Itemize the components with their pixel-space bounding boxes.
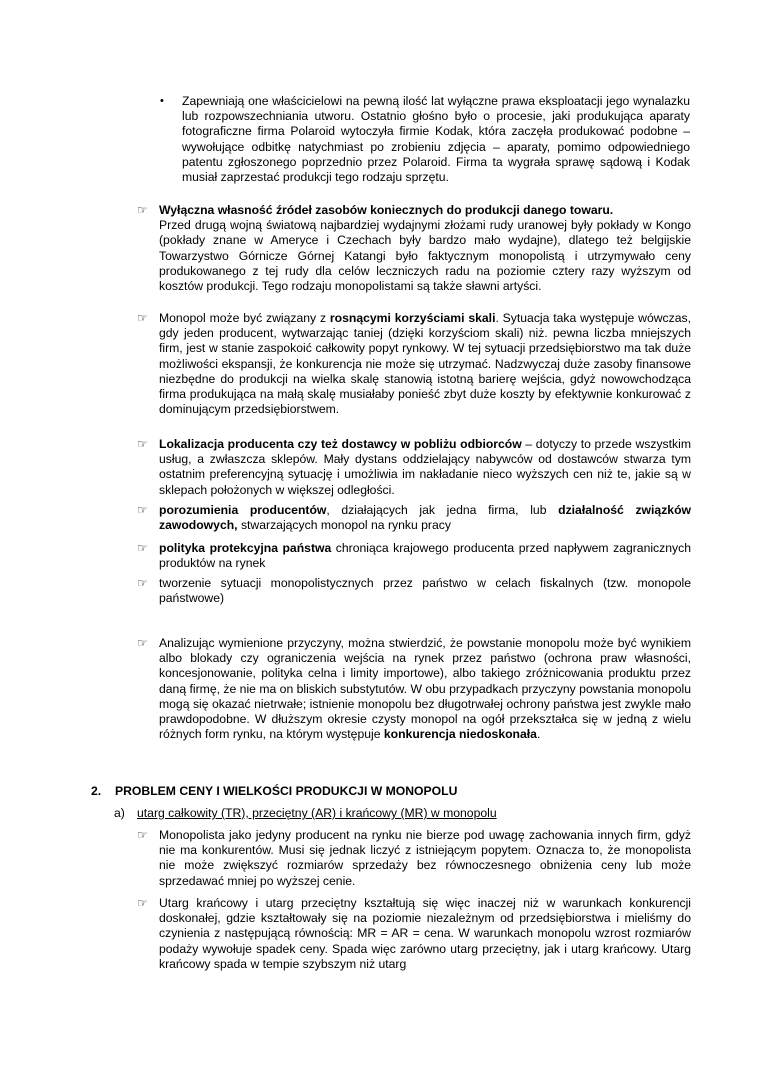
paragraph-text: Analizując wymienione przyczyny, można stwierdzić, że powstanie monopolu może być wynikiem albo blokady czy ograniczenia wejścia na rynek przez państwo (ochrona praw własności, koncesjonowanie, polityka celna i limity importowe), albo takiego zróżnicowania produktu przez daną firmę, że nie ma on bliskich substytutów. W obu przypadkach przyczyny powstania monopolu mogą się okazać nietrwałe; istnienie monopolu bez długotrwałej ochrony państwa jest zwykle mało prawdopodobne. W dłuższym okresie czysty monopol na ogół przekształca się w jedną z wielu różnych form rynku, na którym występuje [159, 636, 691, 742]
paragraph [159, 636, 691, 742]
bold-phrase: konkurencja niedoskonała [383, 727, 537, 742]
bold-phrase: porozumienia producentów [159, 503, 327, 517]
pointing-hand-icon: ☞ [137, 896, 148, 910]
bold-lead: Wyłączna własność źródeł zasobów koniecznych do produkcji danego towaru. [159, 203, 614, 217]
section-title: PROBLEM CENY I WIELKOŚCI PRODUKCJI W MONOPOLU [115, 784, 458, 798]
pointing-hand-icon: ☞ [137, 541, 148, 555]
pointing-hand-icon: ☞ [137, 311, 148, 325]
paragraph-text: stwarzających monopol na rynku pracy [237, 518, 451, 533]
bullet-icon: • [160, 95, 164, 107]
paragraph: Zapewniają one właścicielowi na pewną ilość lat wyłączne prawa eksploatacji jego wynalazku lub rozpowszechniania utworu. Ostatnio głośno było o procesie, jaki produkująca aparaty fotograficzne firma Polaroid wytoczyła firmie Kodak, która zaczęła produkować podobne – wywołujące odbitkę natychmiast po zrobieniu zdjęcia – aparaty, pomimo odpowiedniego patentu zgłoszonego poprzednio przez Polaroid. Firma ta wygrała sprawę sądową i Kodak musiał zaprzestać produkcji tego rodzaju sprzętu. [182, 94, 690, 185]
paragraph-text: chroniąca krajowego producenta przed napływem zagranicznych produktów na rynek [159, 541, 691, 571]
paragraph-text: . Sytuacja taka występuje wówczas, gdy jeden producent, wytwarzając taniej (dzięki korzyściom skali) niż. pewna liczba mniejszych firm, jest w stanie zaspokoić całkowity popyt rynkowy. W tej sytuacji przedsiębiorstwo ma tak duże możliwości ekspansji, że konkurencja nie może się utrzymać. Nadzwyczaj duże zasoby finansowe niezbędne do produkcji na wielka skalę stanowią istotną barierę wejścia, gdyż nowowchodząca firma produkująca na małą skalę musiałaby ponieść zbyt duże koszty by efektywnie konkurować z dominującym przedsiębiorstwem. [159, 311, 691, 417]
list-item [160, 94, 690, 185]
bold-lead: Lokalizacja producenta czy też dostawcy w pobliżu odbiorców [159, 437, 522, 451]
paragraph [159, 203, 691, 294]
pointing-hand-icon: ☞ [137, 203, 148, 217]
list-item [137, 541, 691, 571]
pointing-hand-icon: ☞ [137, 828, 148, 842]
paragraph-text: , działających jak jedna firma, lub [326, 503, 559, 517]
list-item [137, 636, 691, 742]
list-item [137, 576, 691, 606]
list-item [137, 828, 691, 889]
list-item [137, 437, 691, 498]
subsection-letter: a) [114, 806, 125, 820]
subsection-title: utarg całkowity (TR), przeciętny (AR) i krańcowy (MR) w monopolu [137, 806, 497, 820]
bold-phrase: rosnącymi korzyściami skali [329, 311, 496, 325]
pointing-hand-icon: ☞ [137, 576, 148, 590]
bold-phrase: działalność związków zawodowych, [159, 503, 691, 533]
paragraph: tworzenie sytuacji monopolistycznych przez państwo w celach fiskalnych (tzw. monopole państwowe) [159, 576, 691, 606]
list-item [137, 203, 691, 294]
paragraph-text: . [536, 727, 541, 742]
pointing-hand-icon: ☞ [137, 503, 148, 517]
paragraph [159, 503, 691, 533]
list-item [137, 311, 691, 417]
pointing-hand-icon: ☞ [137, 636, 148, 650]
paragraph [159, 311, 691, 417]
bold-phrase: polityka protekcyjna państwa [159, 541, 332, 555]
list-item [137, 503, 691, 533]
paragraph: Utarg krańcowy i utarg przeciętny kształtują się więc inaczej niż w warunkach konkurencji doskonałej, gdzie kształtowały się na poziomie niezależnym od przedsiębiorstwa i mieliśmy do czynienia z następującą równością: MR = AR = cena. W warunkach monopolu wzrost rozmiarów podaży wywołuje spadek ceny. Spada więc zarówno utarg przeciętny, jak i utarg krańcowy. Utarg krańcowy spada w tempie szybszym niż utarg [159, 896, 691, 971]
paragraph-text: – dotyczy to przede wszystkim usług, a zwłaszcza sklepów. Mały dystans oddzielający nabywców od dostawców stwarza tym ostatnim preferencyjną sytuację i umożliwia im nakładanie nieco wyższych cen niż te, jakie są w sklepach położonych w większej odległości. [159, 437, 691, 497]
subsection-heading [114, 806, 674, 821]
paragraph [159, 541, 691, 571]
pointing-hand-icon: ☞ [137, 437, 148, 451]
section-heading [91, 784, 671, 799]
list-item [137, 896, 691, 972]
paragraph-text: Monopol może być związany z [159, 311, 330, 325]
paragraph [159, 437, 691, 498]
paragraph: Monopolista jako jedyny producent na rynku nie bierze pod uwagę zachowania innych firm, gdyż nie ma konkurentów. Musi się jednak liczyć z istniejącym popytem. Oznacza to, że monopolista nie może zwiększyć rozmiarów sprzedaży bez równoczesnego obniżenia ceny lub może sprzedawać mniej po wyższej cenie. [159, 828, 691, 888]
section-number: 2. [91, 784, 102, 798]
paragraph-text: Przed drugą wojną światową najbardziej wydajnymi złożami rudy uranowej były pokłady w Kongo (pokłady znane w Ameryce i Czechach były bardzo mało wydajne), dlatego też belgijskie Towarzystwo Górnicze Górnej Katangi było faktycznym monopolistą i utrzymywało ceny produkowanego z tej rudy dla celów leczniczych radu na poziomie cztery razy wyższym od kosztów produkcji. Tego rodzaju monopolistami są także sławni artyści. [159, 218, 691, 294]
